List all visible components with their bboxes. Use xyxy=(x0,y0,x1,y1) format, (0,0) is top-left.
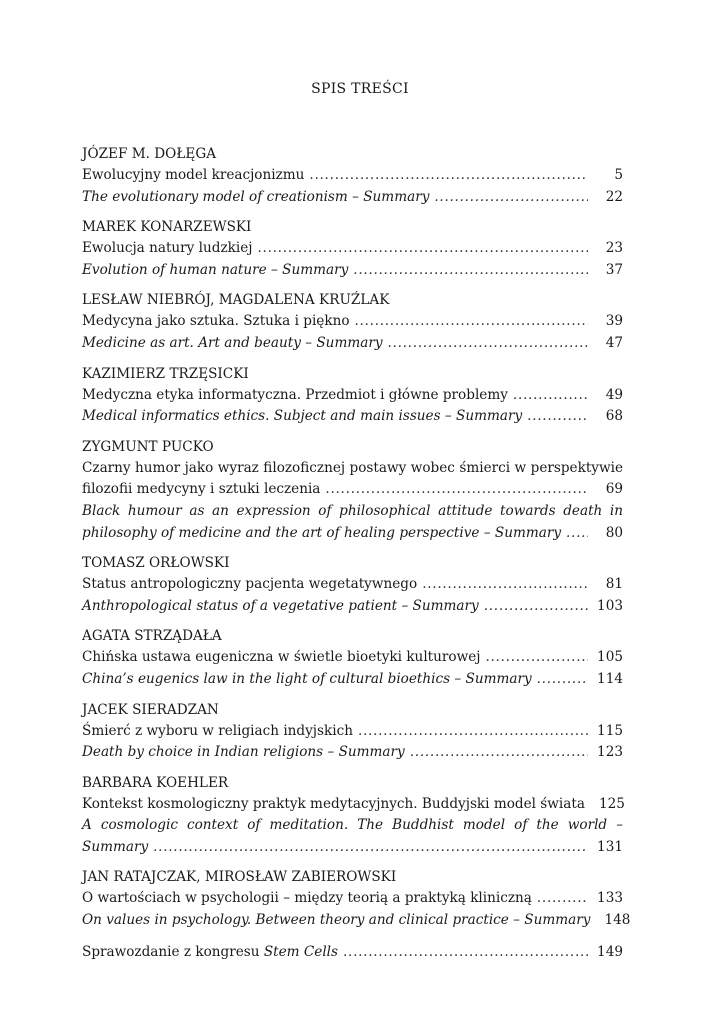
toc-section xyxy=(82,216,623,281)
toc-section xyxy=(82,625,623,690)
toc-entry-summary[interactable] xyxy=(82,260,623,282)
page-number: 5 xyxy=(614,167,623,183)
toc-entry[interactable] xyxy=(82,888,623,910)
author-name: BARBARA KOEHLER xyxy=(82,774,229,791)
entry-title: Status antropologiczny pacjenta wegetatywnego xyxy=(82,576,418,593)
toc-entry[interactable] xyxy=(82,721,623,743)
toc-section xyxy=(82,143,623,208)
toc-entry[interactable] xyxy=(82,574,623,596)
page-number: 114 xyxy=(597,670,623,687)
toc-section xyxy=(82,436,623,544)
leader-dots xyxy=(353,260,588,282)
entry-title-line: Czarny humor jako wyraz filozoficznej postawy wobec śmierci w perspektywie xyxy=(82,459,623,476)
entry-title: Kontekst kosmologiczny praktyk medytacyjnych. Buddyjski model świata xyxy=(82,795,585,812)
entry-title: Chińska ustawa eugeniczna w świetle bioetyki kulturowej xyxy=(82,649,481,666)
page-number: 69 xyxy=(605,481,623,498)
toc-section xyxy=(82,699,623,764)
toc-section xyxy=(82,289,623,354)
toc-section xyxy=(82,552,623,617)
entry-title: Death by choice in Indian religions – Summary xyxy=(82,744,405,761)
toc-entry-summary[interactable] xyxy=(82,406,623,428)
toc-entry[interactable] xyxy=(82,311,623,333)
toc-entry-summary[interactable] xyxy=(82,742,623,764)
leader-dots xyxy=(355,311,588,333)
page-number: 68 xyxy=(605,408,623,425)
author-name: JACEK SIERADZAN xyxy=(82,701,219,718)
author-name: JAN RATAJCZAK, MIROSŁAW ZABIEROWSKI xyxy=(82,869,397,886)
toc-entry[interactable] xyxy=(82,238,623,260)
entry-title: The evolutionary model of creationism – Summary xyxy=(82,188,430,205)
page-number: 133 xyxy=(597,890,623,907)
entry-title: filozofii medycyny i sztuki leczenia xyxy=(82,481,321,498)
page-number: 149 xyxy=(597,943,623,960)
leader-dots xyxy=(527,406,588,428)
leader-dots xyxy=(388,333,588,355)
leader-dots xyxy=(325,479,588,501)
toc-entry-summary[interactable] xyxy=(82,596,623,618)
page-number: 80 xyxy=(605,524,623,541)
toc-section xyxy=(82,866,631,931)
page-title: SPIS TREŚCI xyxy=(311,81,409,97)
entry-title xyxy=(82,942,338,964)
page-number: 105 xyxy=(597,649,623,666)
entry-title: Medicine as art. Art and beauty – Summary xyxy=(82,334,383,351)
author-name: KAZIMIERZ TRZĘSICKI xyxy=(82,365,249,382)
entry-title: Śmierć z wyboru w religiach indyjskich xyxy=(82,722,353,739)
entry-title: philosophy of medicine and the art of healing perspective – Summary xyxy=(82,524,562,541)
toc-entry[interactable] xyxy=(82,385,623,407)
leader-dots xyxy=(537,888,588,910)
author-name: TOMASZ ORŁOWSKI xyxy=(82,555,230,572)
entry-title: Medyczna etyka informatyczna. Przedmiot i główne problemy xyxy=(82,386,508,403)
page-number: 81 xyxy=(605,576,623,593)
toc-entry[interactable] xyxy=(82,647,623,669)
page-number: 148 xyxy=(604,912,631,929)
toc-entry-summary[interactable] xyxy=(82,910,631,932)
leader-dots xyxy=(513,385,588,407)
entry-title: Medycyna jako sztuka. Sztuka i piękno xyxy=(82,313,350,330)
page-number: 103 xyxy=(597,597,623,614)
leader-dots xyxy=(258,238,589,260)
leader-dots xyxy=(343,942,588,964)
leader-dots xyxy=(153,837,588,859)
toc-entry[interactable] xyxy=(82,794,623,816)
entry-title: Ewolucja natury ludzkiej xyxy=(82,240,253,257)
entry-title: Medical informatics ethics. Subject and main issues – Summary xyxy=(82,408,523,425)
page-number: 49 xyxy=(605,386,623,403)
leader-dots xyxy=(410,742,588,764)
toc-entry-report[interactable] xyxy=(82,942,623,964)
toc-entry[interactable] xyxy=(82,479,623,501)
entry-title: On values in psychology. Between theory and clinical practice – Summary xyxy=(82,912,591,929)
author-name: LESŁAW NIEBRÓJ, MAGDALENA KRUŹLAK xyxy=(82,292,390,309)
author-name: AGATA STRZĄDAŁA xyxy=(82,628,222,645)
page-number: 125 xyxy=(599,795,625,812)
toc-entry-summary[interactable] xyxy=(82,523,623,545)
entry-title-line: A cosmologic context of meditation. The Buddhist model of the world – xyxy=(82,817,623,834)
entry-title-prefix: Sprawozdanie z kongresu xyxy=(82,943,260,960)
leader-dots xyxy=(566,523,588,545)
toc-entry-summary[interactable] xyxy=(82,187,623,209)
entry-title: O wartościach w psychologii – między teorią a praktyką kliniczną xyxy=(82,890,532,907)
entry-title-line: Black humour as an expression of philosophical attitude towards death in xyxy=(82,502,623,519)
toc-entry[interactable] xyxy=(82,165,623,187)
page-number: 123 xyxy=(597,744,623,761)
toc-section xyxy=(82,363,623,428)
entry-title: Anthropological status of a vegetative patient – Summary xyxy=(82,597,479,614)
toc-entry-summary[interactable] xyxy=(82,837,623,859)
page-number: 115 xyxy=(597,722,623,739)
leader-dots xyxy=(309,165,588,187)
page-number: 23 xyxy=(605,240,623,257)
leader-dots xyxy=(434,187,588,209)
author-name: ZYGMUNT PUCKO xyxy=(82,438,214,455)
leader-dots xyxy=(484,596,588,618)
author-name: MAREK KONARZEWSKI xyxy=(82,219,252,236)
page-number: 37 xyxy=(605,261,623,278)
toc-entry-summary[interactable] xyxy=(82,333,623,355)
leader-dots xyxy=(485,647,588,669)
entry-title-italic: Stem Cells xyxy=(263,943,338,960)
leader-dots xyxy=(422,574,588,596)
page-number: 22 xyxy=(605,188,623,205)
leader-dots xyxy=(537,669,588,691)
entry-title: Summary xyxy=(82,838,149,855)
table-of-contents xyxy=(82,143,631,963)
toc-entry-summary[interactable] xyxy=(82,669,623,691)
author-name: JÓZEF M. DOŁĘGA xyxy=(82,146,217,162)
entry-title: Ewolucyjny model kreacjonizmu xyxy=(82,167,305,183)
page-number: 47 xyxy=(605,334,623,351)
entry-title: China’s eugenics law in the light of cultural bioethics – Summary xyxy=(82,670,532,687)
leader-dots xyxy=(358,721,588,743)
toc-section xyxy=(82,772,623,859)
page-number: 131 xyxy=(597,838,623,855)
page-number: 39 xyxy=(605,313,623,330)
entry-title: Evolution of human nature – Summary xyxy=(82,261,349,278)
